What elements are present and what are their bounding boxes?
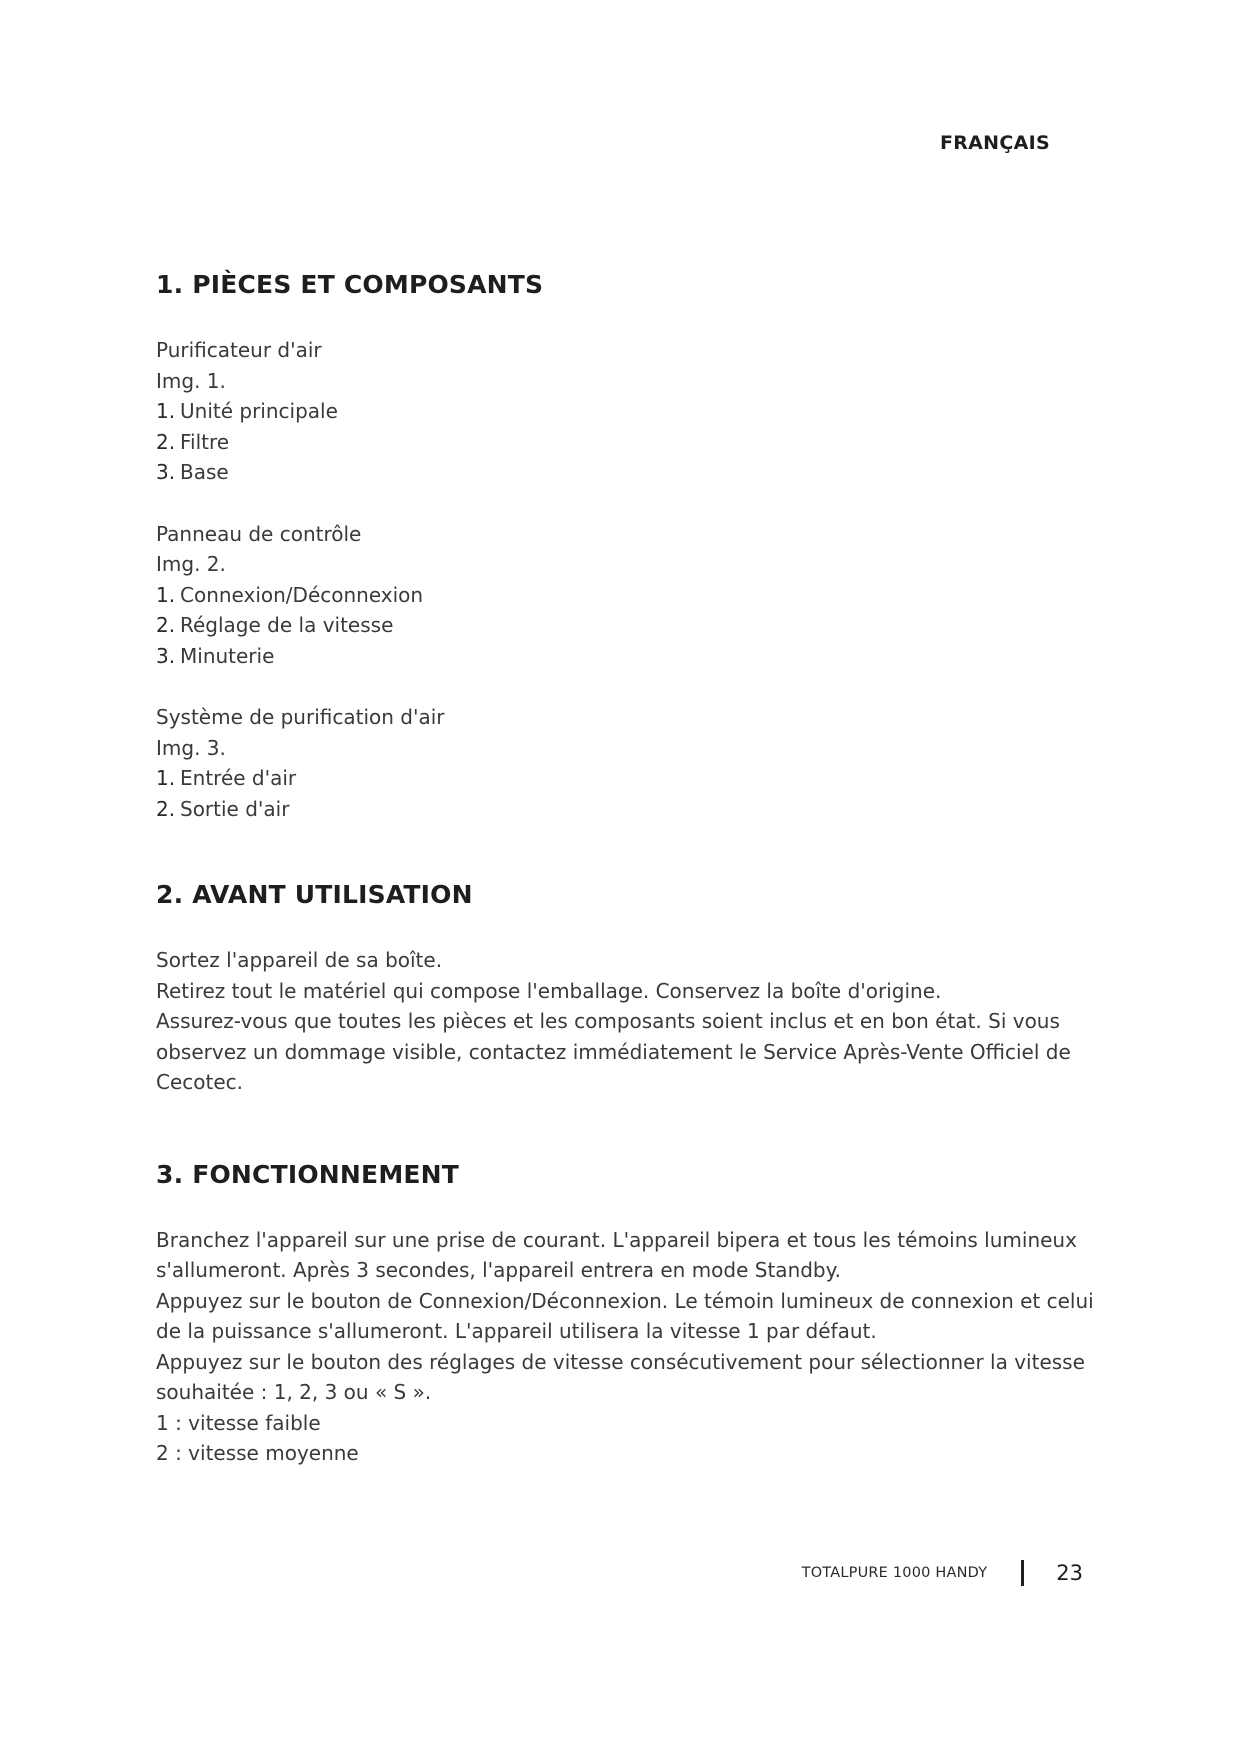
paragraph-line: de la puissance s'allumeront. L'appareil utilisera la vitesse 1 par défaut. [156, 1319, 877, 1343]
list-item: 1. Entrée d'air [156, 766, 297, 790]
section-body [156, 945, 1086, 1098]
paragraph-line: Appuyez sur le bouton de Connexion/Déconnexion. Le témoin lumineux de connexion et celui [156, 1288, 1094, 1313]
section-body [156, 1225, 1094, 1469]
paragraph-line: Retirez tout le matériel qui compose l'emballage. Conservez la boîte d'origine. [156, 978, 942, 1003]
image-ref: Img. 2. [156, 552, 226, 576]
section-operation [156, 1159, 1094, 1469]
section-parts [156, 270, 1086, 824]
group-title: Panneau de contrôle [156, 521, 362, 546]
product-name: TOTALPURE 1000 HANDY [801, 1565, 988, 1581]
page-number: 23 [1056, 1561, 1083, 1585]
paragraph-line: Cecotec. [156, 1070, 244, 1094]
group-control-panel [156, 519, 1086, 672]
group-purification-system [156, 702, 1086, 824]
paragraph-line: observez un dommage visible, contactez immédiatement le Service Après-Vente Officiel de [156, 1039, 1071, 1064]
footer-divider [1021, 1560, 1024, 1586]
list-item: 2. Réglage de la vitesse [156, 613, 394, 637]
section-title: 2. AVANT UTILISATION [156, 880, 473, 909]
group-title: Système de purification d'air [156, 705, 445, 729]
page-footer [802, 1560, 1083, 1586]
section-title: 3. FONCTIONNEMENT [156, 1159, 460, 1189]
paragraph-line: Assurez-vous que toutes les pièces et les composants soient inclus et en bon état. Si vous [156, 1009, 1060, 1033]
image-ref: Img. 3. [156, 735, 226, 760]
group-title: Purificateur d'air [156, 338, 322, 362]
page-content [156, 270, 1094, 1525]
paragraph-line: Sortez l'appareil de sa boîte. [156, 948, 443, 972]
paragraph-line: 2 : vitesse moyenne [156, 1441, 359, 1465]
parts-groups [156, 335, 1086, 824]
section-title: 1. PIÈCES ET COMPOSANTS [156, 270, 544, 299]
list-item: 3. Base [156, 460, 229, 484]
list-item: 3. Minuterie [156, 643, 275, 668]
list-item: 1. Unité principale [156, 399, 338, 423]
image-ref: Img. 1. [156, 368, 226, 393]
language-label: FRANÇAIS [939, 132, 1050, 154]
paragraph-line: 1 : vitesse faible [156, 1410, 321, 1435]
paragraph-line: Branchez l'appareil sur une prise de courant. L'appareil bipera et tous les témoins lumineux [156, 1227, 1077, 1252]
section-before-use [156, 880, 1086, 1098]
group-air-purifier [156, 335, 1086, 488]
paragraph-line: Appuyez sur le bouton des réglages de vitesse consécutivement pour sélectionner la vitesse [156, 1349, 1085, 1374]
list-item: 2. Sortie d'air [156, 796, 290, 821]
list-item: 1. Connexion/Déconnexion [156, 582, 424, 607]
list-item: 2. Filtre [156, 429, 230, 454]
paragraph-line: s'allumeront. Après 3 secondes, l'appareil entrera en mode Standby. [156, 1258, 841, 1282]
paragraph-line: souhaitée : 1, 2, 3 ou « S ». [156, 1380, 432, 1404]
